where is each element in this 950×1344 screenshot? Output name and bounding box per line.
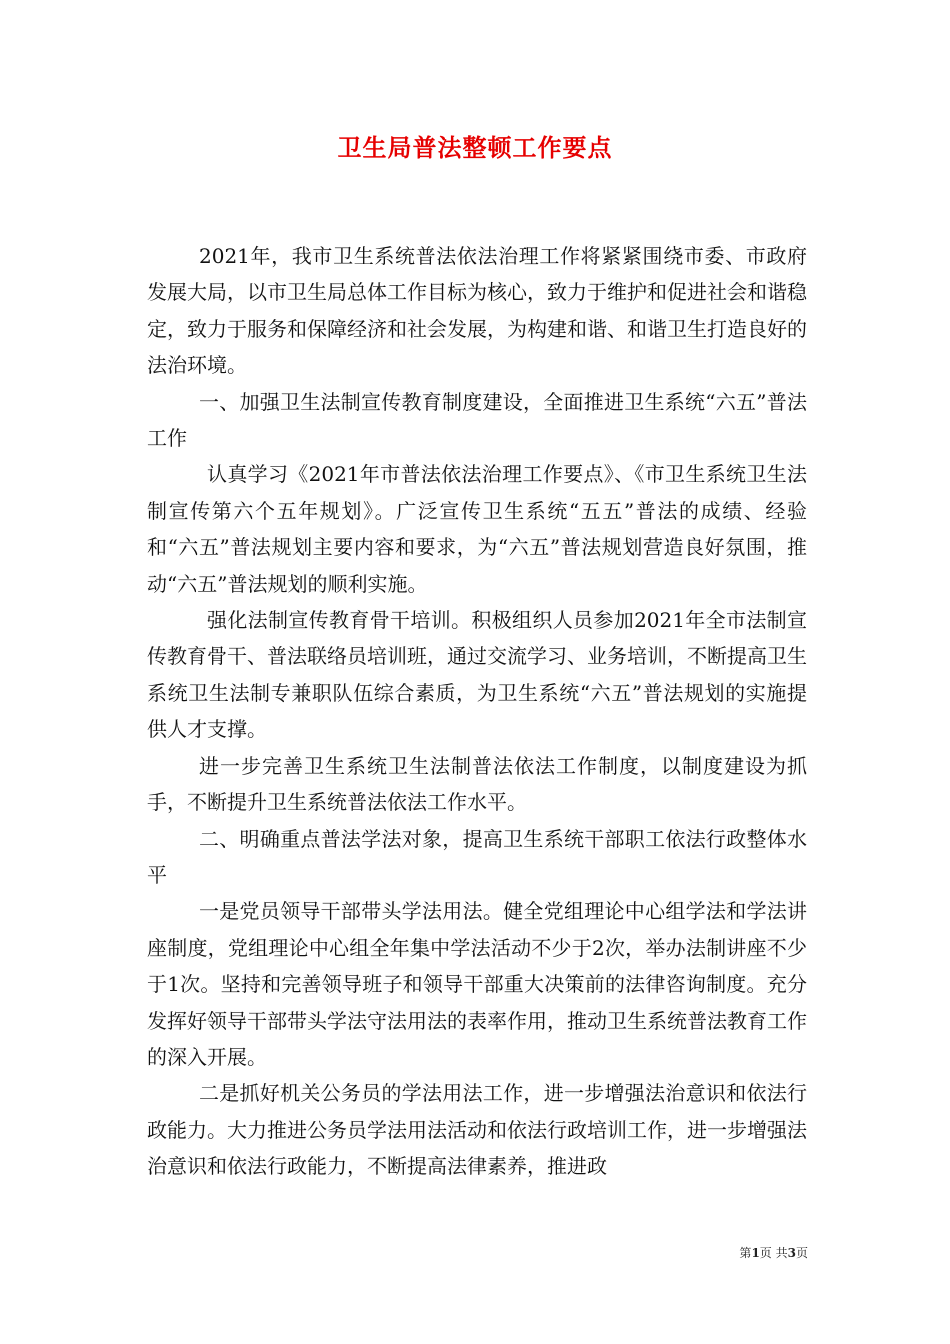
footer-current-page: 1 <box>751 1246 760 1260</box>
section-heading-1: 一、加强卫生法制宣传教育制度建设，全面推进卫生系统“六五”普法工作 <box>147 389 807 451</box>
footer-total-pages: 3 <box>787 1246 796 1260</box>
footer-middle: 页 共 <box>759 1246 788 1260</box>
paragraph-civil-servants: 二是抓好机关公务员的学法用法工作，进一步增强法治意识和依法行政能力。大力推进公务员学法用法活动和依法行政培训工作，进一步增强法治意识和依法行政能力，不断提高法律素养，推进政 <box>147 1081 807 1179</box>
document-body <box>147 238 807 1185</box>
section-heading-2: 二、明确重点普法学法对象，提高卫生系统干部职工依法行政整体水平 <box>147 826 807 887</box>
page-footer <box>0 1244 808 1262</box>
paragraph-study: 认真学习《2021年市普法依法治理工作要点》、《市卫生系统卫生法制宣传第六个五年规划》。广泛宣传卫生系统“五五”普法的成绩、经验和“六五”普法规划主要内容和要求，为“六五”普法规划营造良好氛围，推动“六五”普法规划的顺利实施。 <box>147 462 807 596</box>
paragraph-training: 强化法制宣传教育骨干培训。积极组织人员参加2021年全市法制宣传教育骨干、普法联络员培训班，通过交流学习、业务培训，不断提高卫生系统卫生法制专兼职队伍综合素质，为卫生系统“六五”普法规划的实施提供人才支撑。 <box>147 608 807 742</box>
document-title: 卫生局普法整顿工作要点 <box>337 133 613 162</box>
paragraph-leaders: 一是党员领导干部带头学法用法。健全党组理论中心组学法和学法讲座制度，党组理论中心组全年集中学法活动不少于2次，举办法制讲座不少于1次。坚持和完善领导班子和领导干部重大决策前的法律咨询制度。充分发挥好领导干部带头学法守法用法的表率作用，推动卫生系统普法教育工作的深入开展。 <box>147 899 807 1069</box>
footer-suffix: 页 <box>795 1246 808 1260</box>
paragraph-system: 进一步完善卫生系统卫生法制普法依法工作制度，以制度建设为抓手，不断提升卫生系统普法依法工作水平。 <box>147 753 807 815</box>
paragraph-intro: 2021年，我市卫生系统普法依法治理工作将紧紧围绕市委、市政府发展大局，以市卫生局总体工作目标为核心，致力于维护和促进社会和谐稳定，致力于服务和保障经济和社会发展，为构建和谐、和谐卫生打造良好的法治环境。 <box>147 244 807 378</box>
footer-prefix: 第 <box>739 1246 752 1260</box>
